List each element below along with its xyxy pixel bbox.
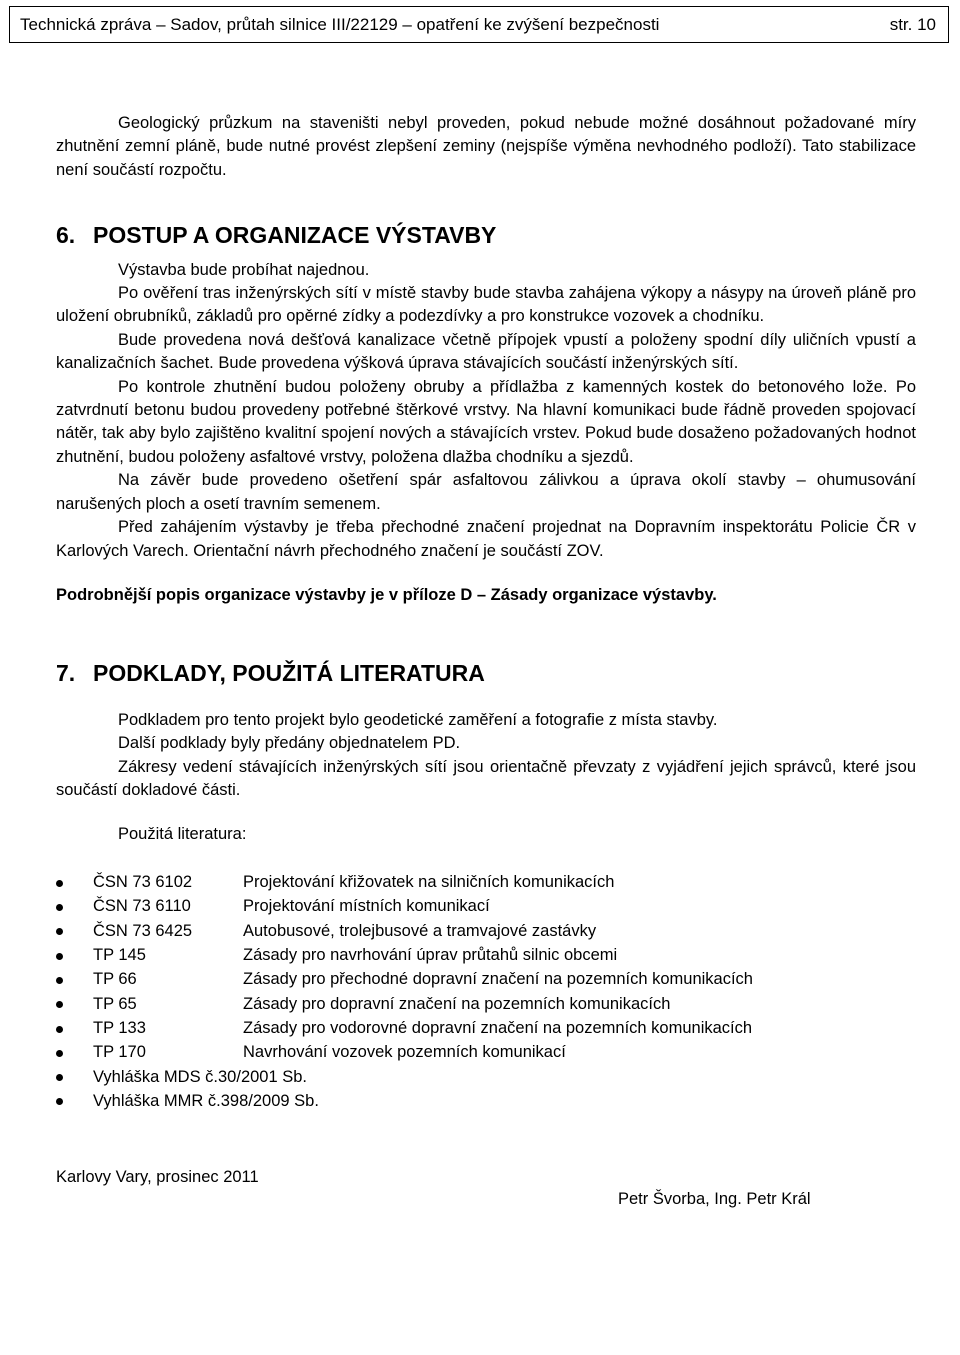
literature-item (56, 1017, 916, 1041)
literature-list (56, 871, 916, 1114)
section-7-title: PODKLADY, POUŽITÁ LITERATURA (93, 660, 485, 687)
literature-code: ČSN 73 6102 (93, 873, 193, 892)
bullet-icon (56, 928, 63, 935)
literature-code: TP 133 (93, 1018, 146, 1037)
bullet-icon (56, 904, 63, 911)
sources-line: Další podklady byly předány objednatelem PD. (118, 734, 461, 753)
literature-code: ČSN 73 6110 (93, 897, 191, 916)
section-6-paragraph: Před zahájením výstavby je třeba přechodné značení projednat na Dopravním inspektorátu Policie ČR v Karlových Varech. Orientační návrh přechodného značení je součástí ZOV. (56, 518, 916, 560)
literature-item (56, 871, 916, 895)
literature-desc: Zásady pro vodorovné dopravní značení na pozemních komunikacích (243, 1018, 753, 1037)
literature-code: TP 170 (93, 1043, 146, 1062)
literature-code: TP 66 (93, 970, 137, 989)
literature-desc: Navrhování vozovek pozemních komunikací (243, 1043, 566, 1062)
section-6-paragraph: Na závěr bude provedeno ošetření spár asfaltovou zálivkou a úprava okolí stavby – ohumusování narušených ploch a osetí travním semenem. (56, 471, 916, 513)
page-number: str. 10 (889, 14, 936, 34)
literature-item (56, 968, 916, 992)
literature-code: Vyhláška MDS č.30/2001 Sb. (93, 1067, 308, 1086)
section-6-lead: Výstavba bude probíhat najednou. (118, 260, 370, 279)
page-header (9, 6, 949, 43)
bullet-icon (56, 1098, 63, 1105)
literature-item (56, 992, 916, 1016)
organization-note: Podrobnější popis organizace výstavby je v příloze D – Zásady organizace výstavby. (56, 585, 717, 604)
literature-desc: Projektování křižovatek na silničních komunikacích (243, 873, 615, 892)
literature-desc: Zásady pro dopravní značení na pozemních komunikacích (243, 994, 671, 1013)
place-date: Karlovy Vary, prosinec 2011 (56, 1167, 259, 1186)
document-title: Technická zpráva – Sadov, průtah silnice III/22129 – opatření ke zvýšení bezpečnosti (20, 14, 660, 34)
literature-item (56, 1041, 916, 1065)
signature-block (56, 1166, 916, 1216)
literature-code: Vyhláška MMR č.398/2009 Sb. (93, 1091, 319, 1110)
bullet-icon (56, 977, 63, 984)
literature-item (56, 1065, 916, 1089)
section-7-number: 7. (56, 660, 76, 687)
literature-desc: Projektování místních komunikací (243, 897, 490, 916)
section-6-heading (56, 224, 916, 247)
bullet-icon (56, 1074, 63, 1081)
sources-paragraph: Zákresy vedení stávajících inženýrských sítí jsou orientačně převzaty z vyjádření jejich správců, které jsou součástí dokladové části. (56, 757, 916, 799)
literature-code: TP 145 (93, 946, 146, 965)
bullet-icon (56, 880, 63, 887)
literature-code: ČSN 73 6425 (93, 921, 193, 940)
bullet-icon (56, 1050, 63, 1057)
literature-desc: Zásady pro navrhování úprav průtahů silnic obcemi (243, 946, 618, 965)
literature-desc: Autobusové, trolejbusové a tramvajové zastávky (243, 921, 597, 940)
literature-item (56, 919, 916, 943)
section-6-paragraph: Po kontrole zhutnění budou položeny obruby a přídlažba z kamenných kostek do betonového lože. Po zatvrdnutí betonu budou provedeny potřebné štěrkové vrstvy. Na hlavní komunikaci bude řádně proveden spojovací nátěr, tak aby bylo zajištěno kvalitní spojení nových a stávajících vrstev. Pokud bude dosaženo požadovaných hodnot zhutnění, budou položeny asfaltové vrstvy, položena dlažba chodníku a sjezdů. (56, 377, 916, 466)
bullet-icon (56, 1001, 63, 1008)
sources-line: Podkladem pro tento projekt bylo geodetické zaměření a fotografie z místa stavby. (118, 710, 718, 729)
document-body (56, 112, 916, 1216)
intro-paragraph: Geologický průzkum na staveništi nebyl proveden, pokud nebude možné dosáhnout požadované míry zhutnění zemní pláně, bude nutné provést zlepšení zeminy (nejspíše výměna nevhodného podloží). Tato stabilizace není součástí rozpočtu. (56, 114, 916, 179)
literature-code: TP 65 (93, 994, 137, 1013)
section-6-paragraph: Bude provedena nová dešťová kanalizace včetně přípojek vpustí a položeny spodní díly uličních vpustí a kanalizačních šachet. Bude provedena výšková úprava stávajících součástí inženýrských sítí. (56, 330, 916, 373)
literature-item (56, 895, 916, 919)
bullet-icon (56, 1026, 63, 1033)
literature-desc: Zásady pro přechodné dopravní značení na pozemních komunikacích (243, 970, 753, 989)
literature-heading: Použitá literatura: (118, 825, 247, 844)
literature-item (56, 944, 916, 968)
literature-item (56, 1089, 916, 1113)
bullet-icon (56, 953, 63, 960)
section-6-paragraph: Po ověření tras inženýrských sítí v místě stavby bude stavba zahájena výkopy a násypy na úroveň pláně pro uložení obrubníků, základů pro opěrné zídky a podezdívky a pro konstrukce vozovek a chodníku. (56, 284, 916, 326)
authors: Petr Švorba, Ing. Petr Král (618, 1189, 811, 1208)
section-6-number: 6. (56, 222, 76, 249)
section-7-heading (56, 662, 916, 685)
section-6-title: POSTUP A ORGANIZACE VÝSTAVBY (93, 222, 497, 249)
